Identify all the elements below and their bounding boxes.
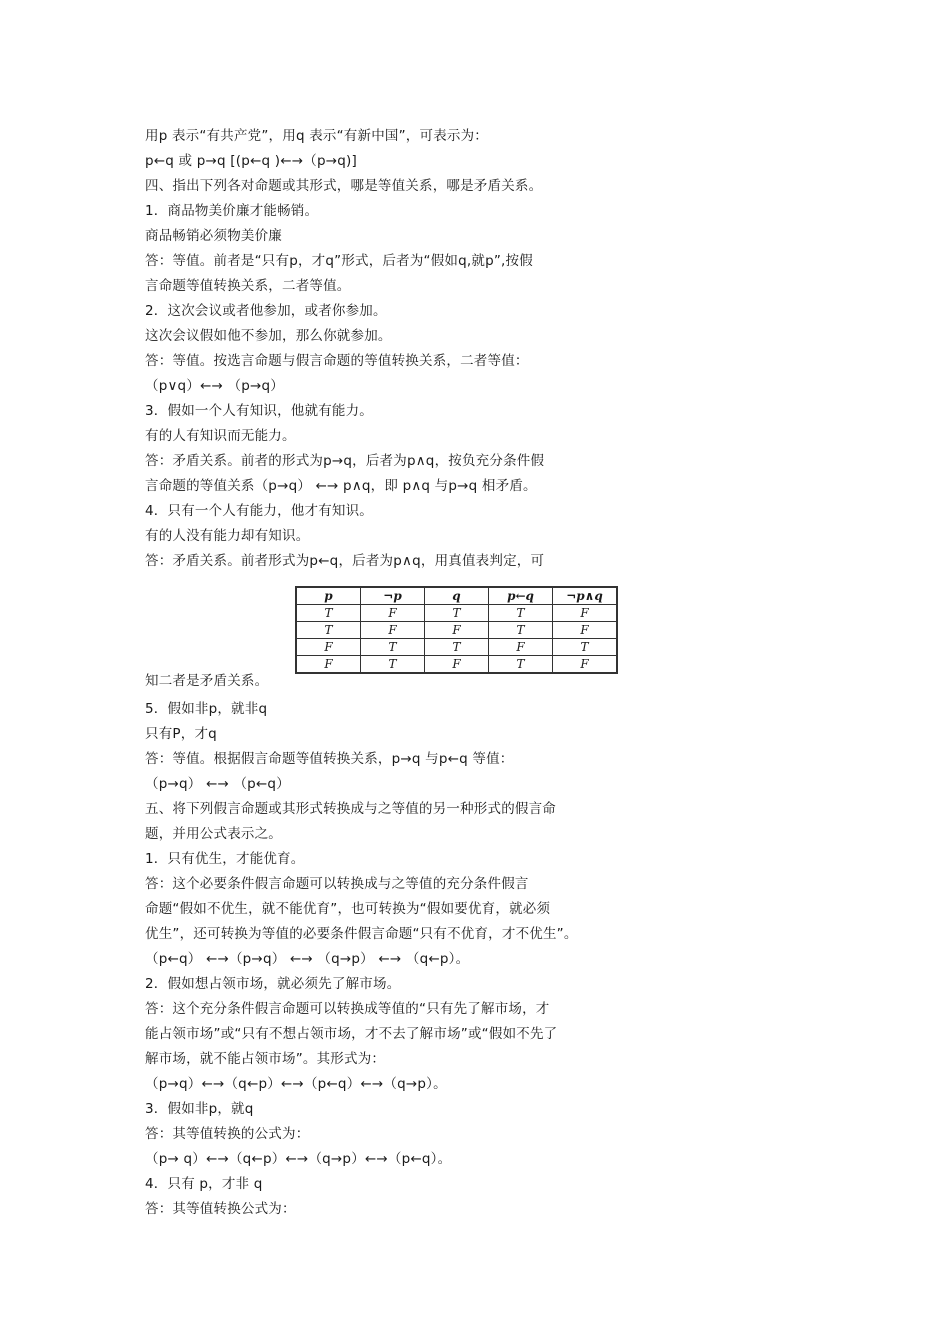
text-line: 有的人有知识而无能力。 (145, 428, 296, 444)
text-line: 1．只有优生，才能优育。 (145, 851, 305, 867)
truth-table-cell: T (425, 605, 489, 622)
text-line: （p→q）←→（q←p）←→（p←q）←→（q→p）。 (145, 1076, 447, 1092)
text-line: 答：矛盾关系。前者的形式为p→q，后者为p∧q，按负充分条件假 (145, 453, 545, 469)
text-line: 答：这个必要条件假言命题可以转换成与之等值的充分条件假言 (145, 876, 529, 892)
truth-table-cell: F (296, 639, 361, 656)
truth-table (295, 586, 618, 674)
truth-table-cell: F (489, 639, 553, 656)
text-line: p←q 或 p→q [(p←q )←→（p→q)] (145, 153, 357, 169)
text-line: （p∨q）←→ （p→q） (145, 378, 284, 394)
truth-table-row (296, 639, 617, 656)
text-line: 2．这次会议或者他参加，或者你参加。 (145, 303, 387, 319)
text-line: 答：其等值转换公式为： (145, 1201, 296, 1217)
text-line: 3．假如一个人有知识，他就有能力。 (145, 403, 373, 419)
truth-table-header-cell: ¬p∧q (553, 587, 618, 605)
truth-table-cell: T (489, 605, 553, 622)
text-line: 用p 表示“有共产党”，用q 表示“有新中国”，可表示为： (145, 128, 488, 144)
text-line: 命题“假如不优生，就不能优育”，也可转换为“假如要优育，就必须 (145, 901, 551, 917)
text-line: 题，并用公式表示之。 (145, 826, 282, 842)
text-line: 答：等值。按选言命题与假言命题的等值转换关系，二者等值： (145, 353, 529, 369)
text-line: 四、指出下列各对命题或其形式，哪是等值关系，哪是矛盾关系。 (145, 178, 543, 194)
truth-table-cell: T (361, 639, 425, 656)
truth-table-cell: F (361, 622, 425, 639)
text-line: 答：等值。根据假言命题等值转换关系，p→q 与p←q 等值： (145, 751, 514, 767)
text-line: 能占领市场”或“只有不想占领市场，才不去了解市场”或“假如不先了 (145, 1026, 558, 1042)
truth-table-cell: F (361, 605, 425, 622)
truth-table-cell: F (296, 656, 361, 674)
truth-table-row (296, 656, 617, 674)
truth-table-cell: T (296, 622, 361, 639)
truth-table-cell: F (553, 605, 618, 622)
text-line: 5．假如非p，就非q (145, 701, 268, 717)
truth-table-header-cell: p←q (489, 587, 553, 605)
truth-table-header-cell: ¬p (361, 587, 425, 605)
text-line: 2．假如想占领市场，就必须先了解市场。 (145, 976, 401, 992)
truth-table-cell: F (425, 656, 489, 674)
text-line: （p←q） ←→（p→q） ←→ （q→p） ←→ （q←p）。 (145, 951, 470, 967)
truth-table-cell: T (425, 639, 489, 656)
text-line: 3．假如非p，就q (145, 1101, 254, 1117)
truth-table-cell: T (489, 656, 553, 674)
text-line: 这次会议假如他不参加，那么你就参加。 (145, 328, 392, 344)
text-line: 1．商品物美价廉才能畅销。 (145, 203, 319, 219)
text-line: 商品畅销必须物美价廉 (145, 228, 282, 244)
text-line: 4．只有 p，才非 q (145, 1176, 263, 1192)
text-line: 知二者是矛盾关系。 (145, 673, 269, 689)
truth-table-row (296, 622, 617, 639)
truth-table-cell: F (553, 656, 618, 674)
truth-table-header-cell: p (296, 587, 361, 605)
truth-table-cell: T (296, 605, 361, 622)
text-line: 言命题等值转换关系，二者等值。 (145, 278, 351, 294)
text-line: （p→ q）←→（q←p）←→（q→p）←→（p←q）。 (145, 1151, 452, 1167)
truth-table-row (296, 605, 617, 622)
text-line: 答：等值。前者是“只有p，才q”形式，后者为“假如q,就p”,按假 (145, 253, 533, 269)
truth-table-cell: F (553, 622, 618, 639)
text-line: 答：其等值转换的公式为： (145, 1126, 310, 1142)
text-line: 只有P，才q (145, 726, 217, 742)
truth-table-header-row (296, 587, 617, 605)
text-line: 答：矛盾关系。前者形式为p←q，后者为p∧q，用真值表判定，可 (145, 553, 545, 569)
text-line: 优生”，还可转换为等值的必要条件假言命题“只有不优育，才不优生”。 (145, 926, 578, 942)
text-line: 4．只有一个人有能力，他才有知识。 (145, 503, 373, 519)
truth-table-cell: F (425, 622, 489, 639)
text-line: 答：这个充分条件假言命题可以转换成等值的“只有先了解市场，才 (145, 1001, 550, 1017)
text-line: 五、将下列假言命题或其形式转换成与之等值的另一种形式的假言命 (145, 801, 556, 817)
text-line: 有的人没有能力却有知识。 (145, 528, 310, 544)
truth-table-cell: T (489, 622, 553, 639)
truth-table-cell: T (361, 656, 425, 674)
text-line: 解市场，就不能占领市场”。其形式为： (145, 1051, 386, 1067)
truth-table-header-cell: q (425, 587, 489, 605)
truth-table-cell: T (553, 639, 618, 656)
text-line: （p→q） ←→ （p←q） (145, 776, 290, 792)
text-line: 言命题的等值关系（p→q） ←→ p∧q，即 p∧q 与p→q 相矛盾。 (145, 478, 537, 494)
